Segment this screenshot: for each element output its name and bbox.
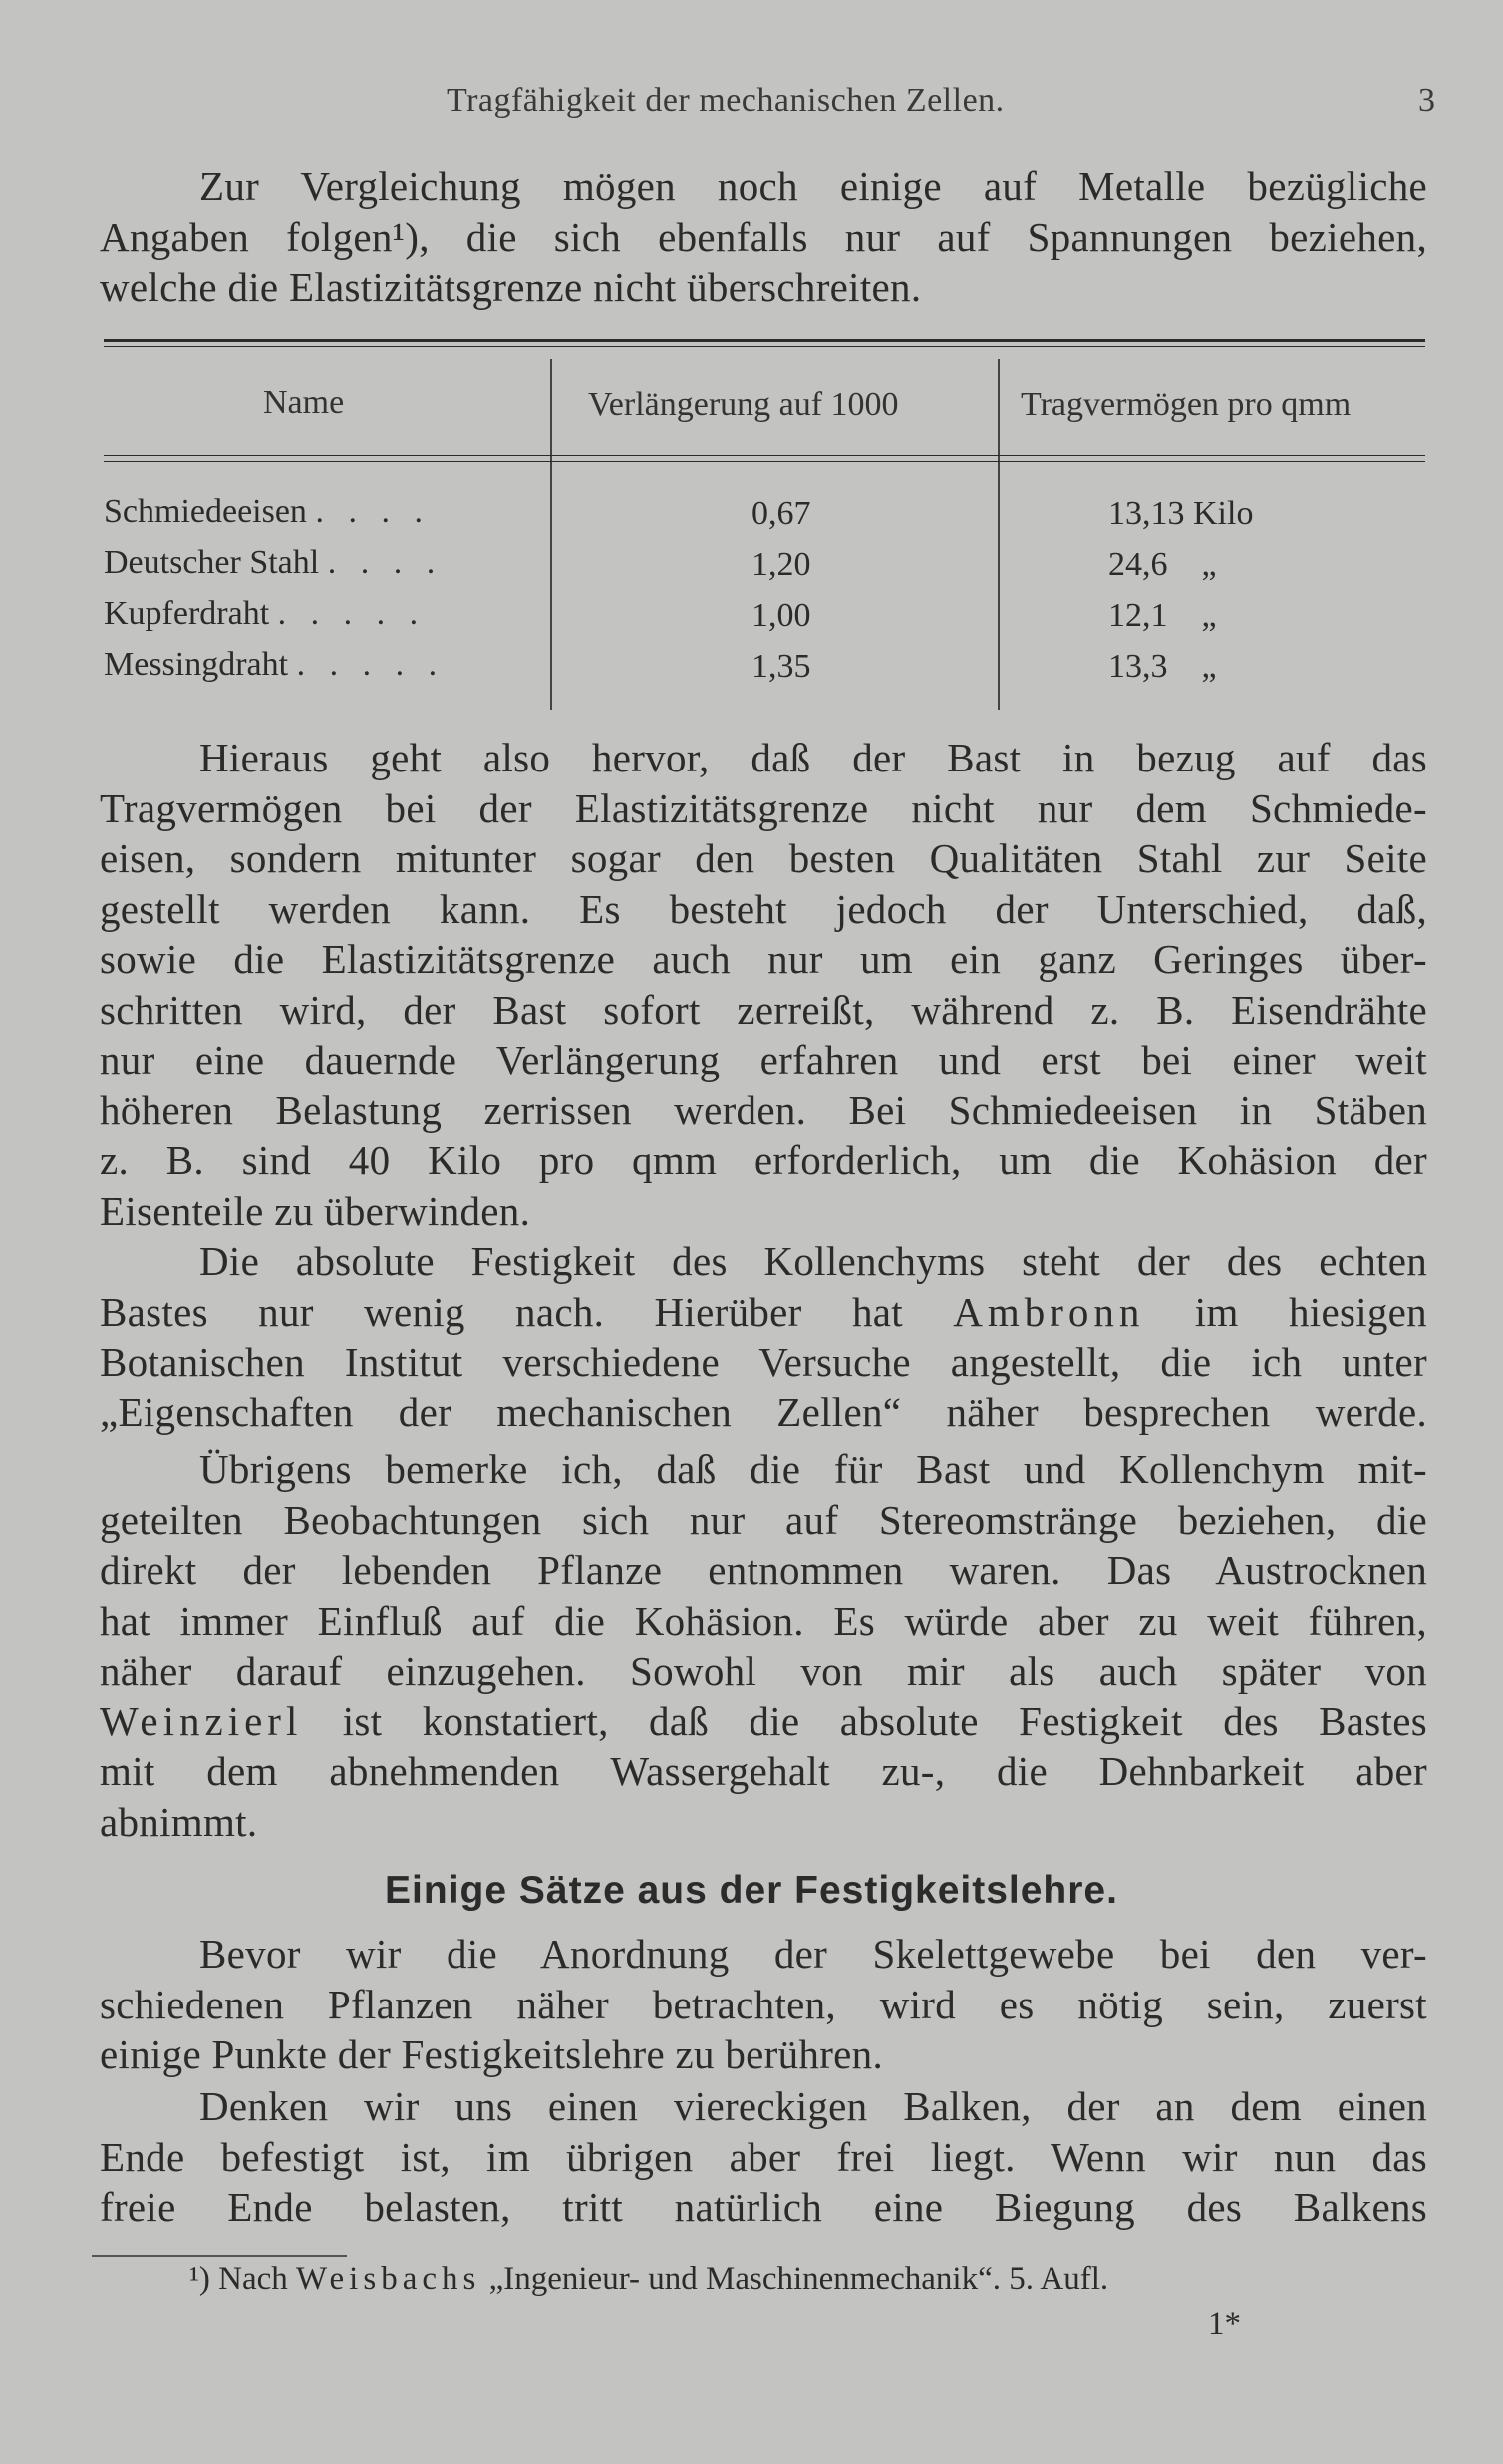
text-line: Bastes nur wenig nach. Hierüber hat Ambronn im hiesigen: [100, 1288, 1427, 1335]
footnote: ¹) Nach Weisbachs „Ingenieur- und Maschinenmechanik“. 5. Aufl.: [189, 2261, 1109, 2297]
header-title: Tragfähigkeit der mechanischen Zellen.: [447, 82, 1005, 119]
text-line: Angaben folgen¹), die sich ebenfalls nur auf Spannungen beziehen,: [100, 213, 1427, 260]
text-line: hat immer Einfluß auf die Kohäsion. Es würde aber zu weit führen,: [100, 1597, 1427, 1644]
signature-mark: 1*: [1208, 2307, 1241, 2342]
text-line: welche die Elastizitätsgrenze nicht überschreiten.: [100, 264, 922, 310]
paragraph-balken: [100, 2081, 1427, 2233]
text-line: einige Punkte der Festigkeitslehre zu berühren.: [100, 2031, 884, 2077]
text-line: Die absolute Festigkeit des Kollenchyms steht der des echten: [199, 1238, 1427, 1284]
running-header: [100, 82, 1435, 132]
paragraph-bast: [100, 733, 1427, 1236]
header-capacity: Tragvermögen pro qmm: [1021, 386, 1352, 423]
text-line: Übrigens bemerke ich, daß die für Bast und Kollenchym mit-: [199, 1446, 1427, 1492]
text-line: Tragvermögen bei der Elastizitätsgrenze nicht nur dem Schmiede-: [100, 784, 1427, 831]
section-heading: Einige Sätze aus der Festigkeitslehre.: [385, 1869, 1118, 1912]
extension-value: 1,35: [752, 648, 811, 685]
author-name: Ambronn: [953, 1288, 1145, 1335]
text-line: direkt der lebenden Pflanze entnommen waren. Das Austrocknen: [100, 1547, 1427, 1593]
header-extension: Verlängerung auf 1000: [588, 386, 899, 423]
paragraph-observations: [100, 1444, 1427, 1847]
text-line: z. B. sind 40 Kilo pro qmm erforderlich, um die Kohäsion der: [100, 1137, 1427, 1183]
footnote-rule: [92, 2255, 347, 2257]
text-line: Weinzierl ist konstatiert, daß die absolute Festigkeit des Bastes: [100, 1697, 1427, 1744]
text-line: Denken wir uns einen viereckigen Balken, der an dem einen: [199, 2083, 1427, 2129]
paragraph-skelett: [100, 1929, 1427, 2080]
text-line: geteilten Beobachtungen sich nur auf Stereomstränge beziehen, die: [100, 1496, 1427, 1543]
column-divider: [550, 359, 552, 710]
table-top-rule-thin: [104, 346, 1425, 347]
text-line: Hieraus geht also hervor, daß der Bast in bezug auf das: [199, 735, 1427, 780]
text-line: mit dem abnehmenden Wassergehalt zu-, die Dehnbarkeit aber: [100, 1748, 1427, 1794]
table-top-rule: [104, 339, 1425, 342]
extension-value: 1,20: [752, 546, 811, 583]
text-line: freie Ende belasten, tritt natürlich eine Biegung des Balkens: [100, 2184, 1427, 2230]
metal-name: Kupferdraht . . . . .: [104, 595, 427, 632]
extension-value: 0,67: [752, 495, 811, 532]
text-line: Botanischen Institut verschiedene Versuche angestellt, die ich unter: [100, 1339, 1427, 1385]
metals-table: [104, 339, 1425, 728]
text-line: sowie die Elastizitätsgrenze auch nur um ein ganz Geringes über-: [100, 936, 1427, 982]
text-line: nur eine dauernde Verlängerung erfahren und erst bei einer weit: [100, 1037, 1427, 1082]
capacity-value: 13,13 Kilo: [1108, 495, 1254, 532]
text-line: „Eigenschaften der mechanischen Zellen“ näher besprechen werde.: [100, 1388, 1427, 1435]
text-line: Zur Vergleichung mögen noch einige auf Metalle bezügliche: [199, 163, 1427, 209]
header-rule-thin: [104, 461, 1425, 462]
text-line: näher darauf einzugehen. Sowohl von mir als auch später von: [100, 1648, 1427, 1694]
text-line: Ende befestigt ist, im übrigen aber frei liegt. Wenn wir nun das: [100, 2133, 1427, 2180]
capacity-value: 12,1 „: [1108, 597, 1217, 634]
metal-name: Deutscher Stahl . . . .: [104, 544, 444, 581]
page-number: 3: [1418, 82, 1435, 119]
text-line: Eisenteile zu überwinden.: [100, 1187, 531, 1234]
text-line: abnimmt.: [100, 1798, 258, 1845]
extension-value: 1,00: [752, 597, 811, 634]
author-name: Weinzierl: [100, 1697, 303, 1744]
metal-name: Schmiedeeisen . . . .: [104, 493, 431, 530]
text-line: schiedenen Pflanzen näher betrachten, wird es nötig sein, zuerst: [100, 1981, 1427, 2027]
text-line: Bevor wir die Anordnung der Skelettgewebe bei den ver-: [199, 1931, 1427, 1977]
text-line: höheren Belastung zerrissen werden. Bei Schmiedeeisen in Stäben: [100, 1086, 1427, 1133]
header-name: Name: [263, 384, 345, 421]
text-line: schritten wird, der Bast sofort zerreißt, während z. B. Eisendrähte: [100, 986, 1427, 1033]
column-divider: [998, 359, 1000, 710]
intro-paragraph: [100, 161, 1427, 313]
text-line: eisen, sondern mitunter sogar den besten Qualitäten Stahl zur Seite: [100, 835, 1427, 881]
paragraph-kollenchym: [100, 1236, 1427, 1437]
metal-name: Messingdraht . . . . .: [104, 646, 446, 683]
header-rule: [104, 455, 1425, 456]
capacity-value: 24,6 „: [1108, 546, 1217, 583]
text-line: gestellt werden kann. Es besteht jedoch der Unterschied, daß,: [100, 885, 1427, 932]
capacity-value: 13,3 „: [1108, 648, 1217, 685]
footnote-marker: ¹): [189, 2261, 210, 2297]
author-name: Weisbachs: [296, 2261, 481, 2297]
